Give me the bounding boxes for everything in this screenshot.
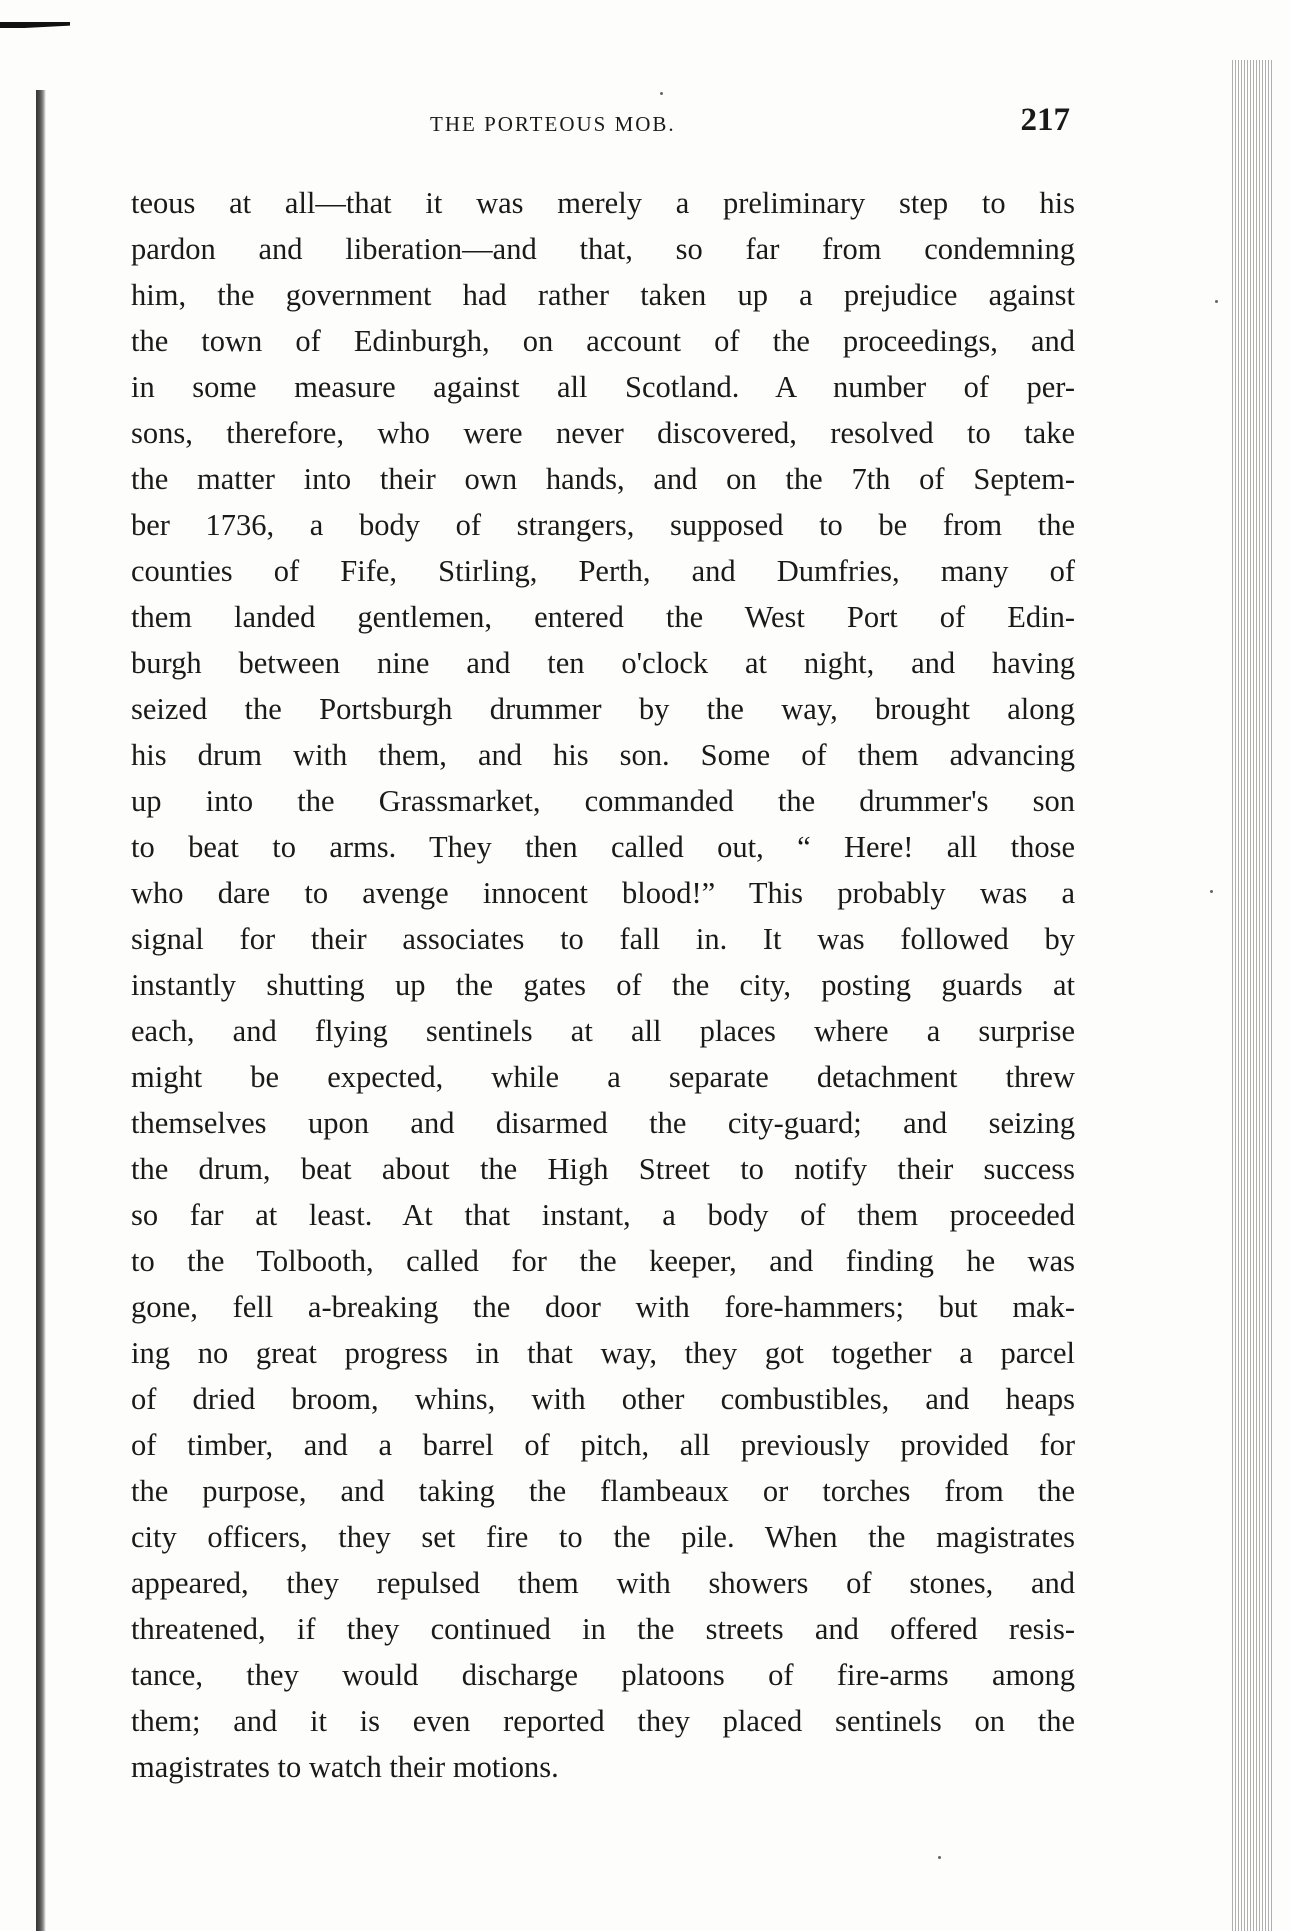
speck [938,1856,941,1859]
speck [1215,300,1218,303]
text-line: instantly shutting up the gates of the city, posting guards at [131,968,1075,1002]
text-line: in some measure against all Scotland. A number of per- [131,370,1075,404]
text-line: the drum, beat about the High Street to notify their success [131,1152,1075,1186]
text-line: seized the Portsburgh drummer by the way, brought along [131,692,1075,726]
text-line: the town of Edinburgh, on account of the proceedings, and [131,324,1075,358]
text-line: teous at all—that it was merely a preliminary step to his [131,186,1075,220]
text-line: them; and it is even reported they placed sentinels on the [131,1704,1075,1738]
body-text [131,180,1075,1790]
text-line: of timber, and a barrel of pitch, all previously provided for [131,1428,1075,1462]
text-line: his drum with them, and his son. Some of them advancing [131,738,1075,772]
text-line: so far at least. At that instant, a body of them proceeded [131,1198,1075,1232]
text-line: city officers, they set fire to the pile. When the magistrates [131,1520,1075,1554]
text-line: appeared, they repulsed them with showers of stones, and [131,1566,1075,1600]
text-line: might be expected, while a separate detachment threw [131,1060,1075,1094]
text-line: up into the Grassmarket, commanded the drummer's son [131,784,1075,818]
text-line: pardon and liberation—and that, so far from condemning [131,232,1075,266]
text-line: them landed gentlemen, entered the West Port of Edin- [131,600,1075,634]
text-line: themselves upon and disarmed the city-guard; and seizing [131,1106,1075,1140]
text-line: to the Tolbooth, called for the keeper, and finding he was [131,1244,1075,1278]
text-line: each, and flying sentinels at all places where a surprise [131,1014,1075,1048]
text-line-last: magistrates to watch their motions. [131,1750,559,1784]
text-line: threatened, if they continued in the streets and offered resis- [131,1612,1075,1646]
text-line: ing no great progress in that way, they got together a parcel [131,1336,1075,1370]
page-number: 217 [1020,102,1070,138]
page-edges-right [1232,60,1272,1931]
text-line: counties of Fife, Stirling, Perth, and Dumfries, many of [131,554,1075,588]
text-line: gone, fell a-breaking the door with fore-hammers; but mak- [131,1290,1075,1324]
text-line: ber 1736, a body of strangers, supposed to be from the [131,508,1075,542]
text-line: to beat to arms. They then called out, “ Here! all those [131,830,1075,864]
speck [660,92,663,95]
text-line: burgh between nine and ten o'clock at night, and having [131,646,1075,680]
text-line: of dried broom, whins, with other combustibles, and heaps [131,1382,1075,1416]
text-line: sons, therefore, who were never discovered, resolved to take [131,416,1075,450]
text-line: signal for their associates to fall in. It was followed by [131,922,1075,956]
text-line: him, the government had rather taken up a prejudice against [131,278,1075,312]
text-line: the purpose, and taking the flambeaux or torches from the [131,1474,1075,1508]
running-title: THE PORTEOUS MOB. [430,112,676,136]
binding-edge-left [36,90,46,1931]
speck [1210,890,1213,893]
text-line: who dare to avenge innocent blood!” This probably was a [131,876,1075,910]
text-line: tance, they would discharge platoons of fire-arms among [131,1658,1075,1692]
binding-mark [0,22,70,28]
running-head [140,102,1070,146]
text-line: the matter into their own hands, and on the 7th of Septem- [131,462,1075,496]
